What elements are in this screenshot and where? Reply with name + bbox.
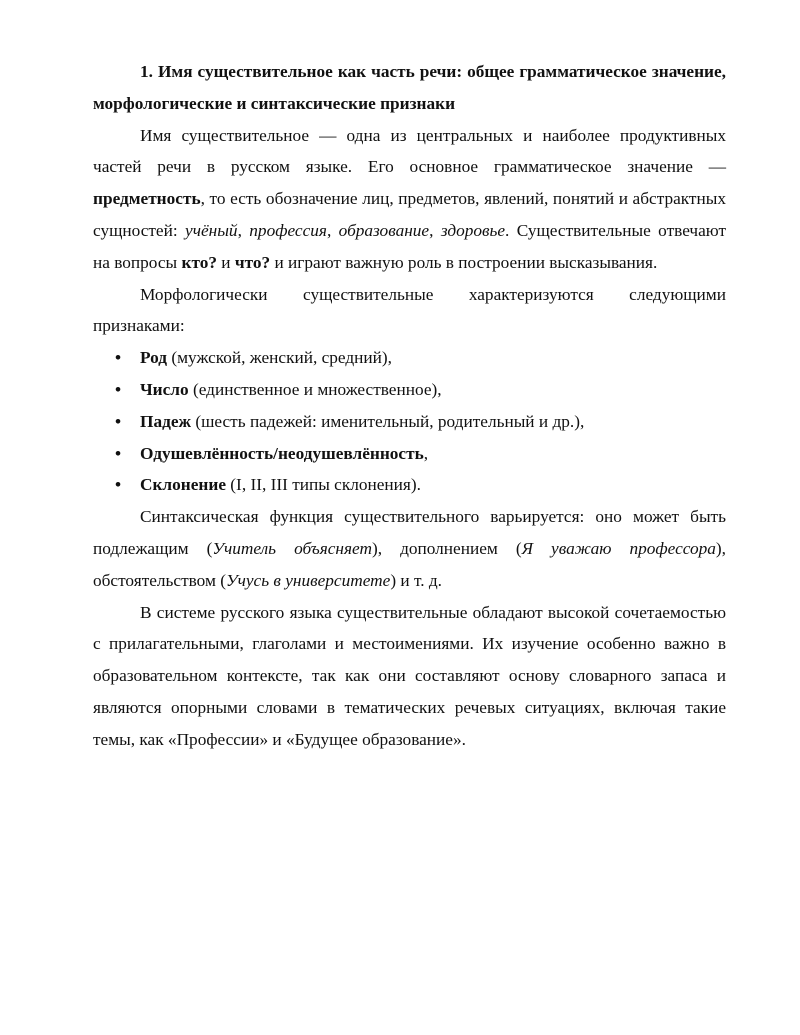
feature-desc: (шесть падежей: именительный, родительный и др.), xyxy=(191,411,585,431)
question-bold: кто? xyxy=(181,252,217,272)
feature-term: Род xyxy=(140,348,168,368)
feature-desc: (I, II, III типы склонения). xyxy=(225,475,421,495)
section-number: 1. xyxy=(140,62,153,81)
example-italic: Я уважаю профессора xyxy=(521,538,716,558)
term-bold: предметность xyxy=(93,189,201,209)
text-run: и xyxy=(216,252,235,272)
text-run: ), обстоятельством ( xyxy=(93,538,726,590)
bullet-icon: • xyxy=(115,411,122,431)
text-run: Имя существительное — одна из центральных и наиболее продуктивных частей речи в русском языке. Его основное грамматическое значение — xyxy=(93,125,726,177)
feature-desc: (единственное и множественное), xyxy=(188,379,442,399)
feature-term: Падеж xyxy=(140,411,192,431)
example-italic: Учитель объясняет xyxy=(212,538,372,558)
text-run: , xyxy=(326,220,339,240)
paragraph-system: В системе русского языка существительные обладают высокой сочетаемостью с прилагательными, глаголами и местоимениями. Их изучение особенно важно в образовательном контексте, так как они составляют основу словарного запаса и являются опорными словами в тематических речевых ситуациях, включая такие темы, как «Профессии» и «Будущее образование». xyxy=(93,602,726,749)
text-run: , то есть обозначение лиц, предметов, явлений, понятий и абстрактных сущностей: xyxy=(93,189,726,240)
list-item xyxy=(93,469,726,501)
feature-term: Склонение xyxy=(140,475,226,495)
bullet-icon: • xyxy=(115,348,122,368)
example-italic: здоровье xyxy=(440,220,506,240)
feature-desc: , xyxy=(423,443,429,463)
paragraph-syntax xyxy=(93,501,726,596)
features-list xyxy=(93,342,726,501)
list-item xyxy=(93,374,726,406)
example-italic: учёный xyxy=(185,220,238,240)
bullet-icon: • xyxy=(115,475,122,495)
section-heading xyxy=(93,56,726,120)
list-item xyxy=(93,342,726,374)
feature-term: Одушевлённость/неодушевлённость xyxy=(140,443,424,463)
text-run: и играют важную роль в построении высказывания. xyxy=(270,252,658,272)
list-item xyxy=(93,406,726,438)
text-run: , xyxy=(429,220,441,240)
list-item xyxy=(93,438,726,470)
section-title: Имя существительное как часть речи: общее грамматическое значение, морфологические и синтаксические признаки xyxy=(93,62,727,113)
document-page xyxy=(93,56,726,756)
bullet-icon: • xyxy=(115,443,122,463)
text-run: ), дополнением ( xyxy=(371,538,522,558)
example-italic: профессия xyxy=(249,220,327,240)
feature-desc: (мужской, женский, средний), xyxy=(167,348,392,368)
example-italic: Учусь в университете xyxy=(226,570,391,590)
example-italic: образование xyxy=(338,220,430,240)
text-run: , xyxy=(237,220,250,240)
bullet-icon: • xyxy=(115,379,122,399)
paragraph-morphology-intro: Морфологически существительные характеризуются следующими признаками: xyxy=(93,284,726,336)
paragraph-definition xyxy=(93,120,726,279)
question-bold: что? xyxy=(234,252,271,272)
text-run: . Существительные отвечают на вопросы xyxy=(93,220,727,272)
feature-term: Число xyxy=(140,379,189,399)
text-run: ) и т. д. xyxy=(390,570,442,590)
text-run: Синтаксическая функция существительного варьируется: оно может быть подлежащим ( xyxy=(93,507,726,558)
